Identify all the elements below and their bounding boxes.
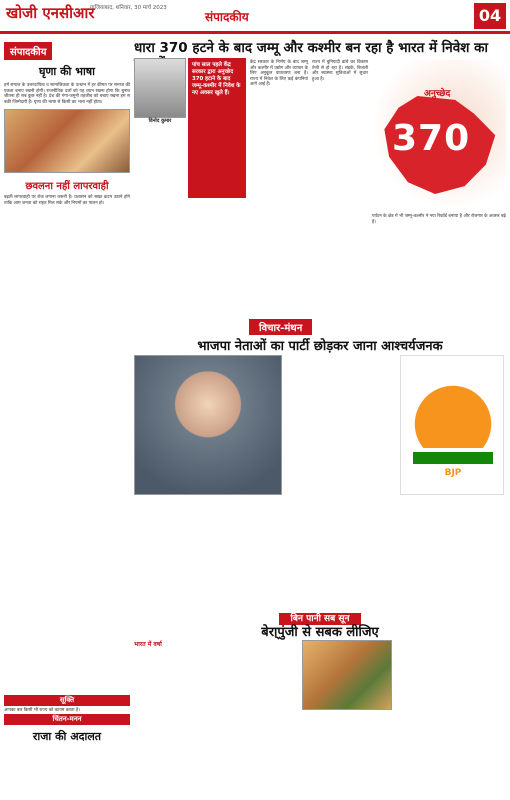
main-headline: धारा 370 हटने के बाद जम्मू और कश्मीर बन रहा है भारत में निवेश का [134,40,489,56]
party-logo [400,355,504,495]
section-title: संपादकीय [205,10,249,24]
box-title: छवलना नहीं लापरवाही [25,181,109,193]
story-col-3: पर्यटन के क्षेत्र में भी जम्मू-कश्मीर ने नया रिकॉर्ड बनाया है और रोजगार के अवसर बढ़े हैं। [372,214,506,225]
person-photo [134,355,282,495]
editorial-photo [4,109,130,173]
logo-green-band [413,452,493,464]
ticker-title-2: राजा की अदालत [32,729,102,743]
opinion-headline: भाजपा नेताओं का पार्टी छोड़कर जाना आश्चर्यजनक [197,339,443,354]
dateline: गाजियाबाद, शनिवार, 30 मार्च 2023 [90,5,167,11]
opinion-tag: विचार-मंथन [249,319,312,335]
box-body: बढ़ती लापरवाही पर रोक लगाना जरूरी है। प्रशासन को सख्त कदम उठाने होंगे ताकि आम जनता को राहत मिल सके और नियमों का पालन हो। [4,195,130,206]
bottom-tag-label: बिन पानी सब सून [279,613,362,625]
author-photo [134,58,186,118]
masthead: खोजी एनसीआर [6,4,95,22]
page-number: 04 [474,3,506,29]
bottom-subhead: भारत में वर्षा [134,641,162,648]
editorial-body: हमें समाज के उत्तरदायित्व व सामाजिकता के उत्थान में हर कीमत पर समाज की एकता बनाए रखनी होगी। राजनीतिक दलों को यह ध्यान रखना होगा कि चुनाव जीतना ही सब कुछ नहीं है। देश की गंगा-जमुनी तहजीब को बचाए रखना हम सबकी जिम्मेदारी है। घृणा की भाषा से किसी का भला नहीं होता। [4,83,130,105]
crowd-photo [302,640,392,710]
graphic-number: 370 [392,118,471,159]
story-col-2: राज्य में बुनियादी ढांचे का विकास तेजी से हो रहा है। सड़कें, बिजली और स्वास्थ्य सुविधाओं में सुधार हुआ है। [312,60,368,82]
author-name: विनोद कुमार [148,118,172,124]
logo-text: BJP [444,468,462,478]
opinion-bar [134,318,506,334]
story-col-1: केंद्र सरकार के निर्णय के बाद जम्मू और कश्मीर में उद्योग और व्यापार के लिए अनुकूल वातावरण बना है। राज्य में निवेश के लिए कई कंपनियां आगे आई हैं। [250,60,308,88]
ticker-text: आपका बल किसी भी राज्य को कायम करता है। [4,708,80,713]
top-bar [0,0,510,34]
editorial-tag: संपादकीय [4,42,52,60]
ticker-label: सूक्ति [4,695,130,706]
left-column [4,40,130,207]
ticker [4,695,130,748]
lotus-icon [413,368,493,448]
bottom-headline: बेरा्पुंजी से सबक लीजिए [261,625,379,640]
article-370-graphic [372,60,506,210]
pullquote: पांच साल पहले केंद्र सरकार द्वारा अनुच्छेद 370 हटाने के बाद जम्मू-कश्मीर में निवेश के नए अवसर खुले हैं। [188,58,246,198]
graphic-label: अनुच्छेद [424,89,451,99]
editorial-title: घृणा की भाषा [38,65,96,78]
ticker-label-2: चिंतन-मनन [4,714,130,725]
